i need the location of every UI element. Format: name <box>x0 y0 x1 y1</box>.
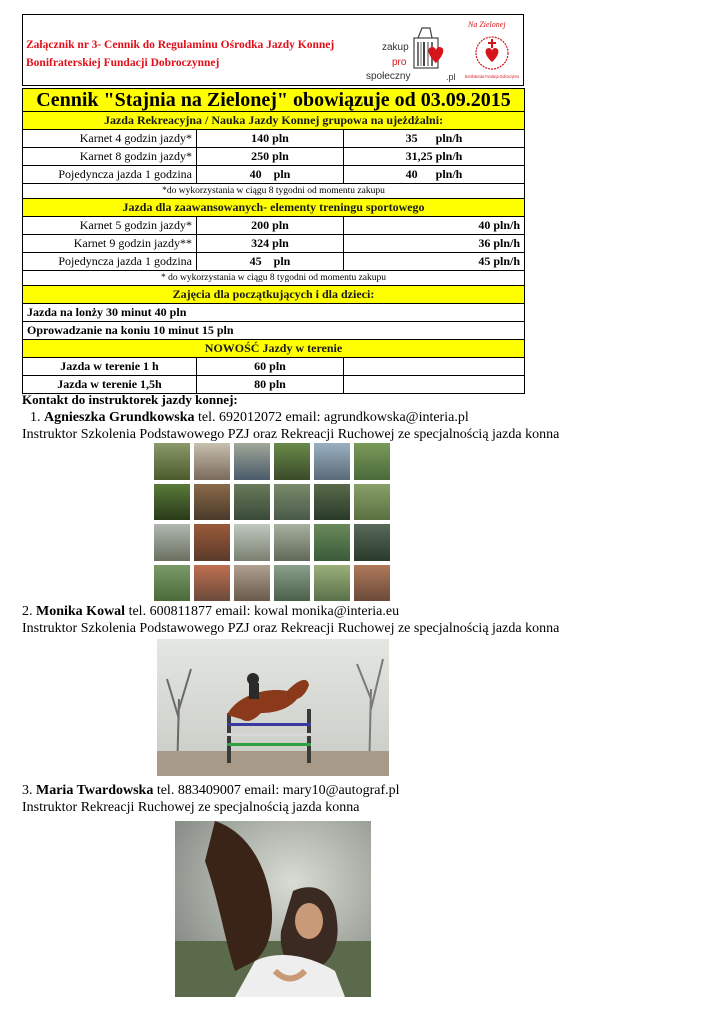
photo-tile <box>194 565 230 602</box>
table-row <box>23 376 525 394</box>
empty-cell <box>344 376 525 394</box>
photo-tile <box>274 524 310 561</box>
photo-tile <box>154 443 190 480</box>
instructor-contact: tel. 692012072 email: agrundkowska@interia.pl <box>198 410 469 425</box>
logo-word-zakup: zakup <box>382 42 409 53</box>
photo-tile <box>314 524 350 561</box>
section-header-row <box>23 112 525 130</box>
row-price: 40 pln <box>197 166 344 184</box>
instructor-2-description: Instruktor Szkolenia Podstawowego PZJ oraz Rekreacji Ruchowej ze specjalnością jazda konna <box>22 621 560 636</box>
table-row <box>23 130 525 148</box>
photo-tile <box>194 443 230 480</box>
table-row <box>23 253 525 271</box>
price-table <box>22 88 525 394</box>
table-title-row <box>23 89 525 112</box>
table-row <box>23 304 525 322</box>
table-row <box>23 148 525 166</box>
photo-tile <box>154 524 190 561</box>
note-row <box>23 184 525 199</box>
photo-tile <box>234 565 270 602</box>
instructor-1-line <box>30 410 469 426</box>
beginners-row: Oprowadzanie na koniu 10 minut 15 pln <box>23 322 525 340</box>
row-per-hour: 40 pln/h <box>344 166 525 184</box>
row-per-hour: 35 pln/h <box>344 130 525 148</box>
contact-header: Kontakt do instruktorek jazdy konnej: <box>22 392 238 407</box>
heart-icon <box>428 47 443 63</box>
logo-na-zielonej: Na Zielonej <box>468 20 506 29</box>
photo-tile <box>274 484 310 521</box>
logo-word-pro: pro <box>392 57 407 68</box>
row-name: Pojedyncza jazda 1 godzina <box>23 253 197 271</box>
section-note: *do wykorzystania w ciągu 8 tygodni od momentu zakupu <box>23 184 525 199</box>
section-header-row <box>23 199 525 217</box>
photo-tile <box>234 484 270 521</box>
instructor-name: Maria Twardowska <box>36 783 154 798</box>
attachment-line-1: Załącznik nr 3- Cennik do Regulaminu Ośrodka Jazdy Konnej <box>26 39 335 51</box>
row-price: 200 pln <box>197 217 344 235</box>
row-per-hour: 45 pln/h <box>344 253 525 271</box>
logo-foundation-caption: Bonifraterska Fundacja Dobroczynna <box>465 74 520 79</box>
row-price: 45 pln <box>197 253 344 271</box>
section-terrain-header: NOWOŚĆ Jazdy w terenie <box>23 340 525 358</box>
section-recreational-header: Jazda Rekreacyjna / Nauka Jazdy Konnej grupowa na ujeżdżalni: <box>23 112 525 130</box>
row-name: Pojedyncza jazda 1 godzina <box>23 166 197 184</box>
photo-tile <box>354 484 390 521</box>
row-price: 140 pln <box>197 130 344 148</box>
instructor-2-line <box>22 604 399 620</box>
instructor-2-photo-show-jumping <box>157 639 389 776</box>
instructor-3-description: Instruktor Rekreacji Ruchowej ze specjalnością jazda konna <box>22 800 360 815</box>
row-name: Karnet 4 godzin jazdy* <box>23 130 197 148</box>
photo-tile <box>354 565 390 602</box>
photo-tile <box>154 565 190 602</box>
instructor-3-line <box>22 783 400 799</box>
photo-tile <box>194 524 230 561</box>
row-per-hour: 36 pln/h <box>344 235 525 253</box>
photo-tile <box>234 443 270 480</box>
instructor-number: 3. <box>22 783 33 798</box>
section-beginners-header: Zajęcia dla początkujących i dla dzieci: <box>23 286 525 304</box>
attachment-title <box>26 36 406 72</box>
photo-tile <box>354 524 390 561</box>
price-list-title: Cennik "Stajnia na Zielonej" obowiązuje od 03.09.2015 <box>23 89 525 112</box>
logo-word-pl: .pl <box>446 72 456 82</box>
foundation-logo <box>462 18 522 84</box>
photo-tile <box>354 443 390 480</box>
terrain-name: Jazda w terenie 1 h <box>23 358 197 376</box>
row-price: 250 pln <box>197 148 344 166</box>
photo-tile <box>314 484 350 521</box>
attachment-line-2: Bonifraterskiej Fundacji Dobroczynnej <box>26 57 220 69</box>
photo-tile <box>274 565 310 602</box>
zakup-pro-spoleczny-logo <box>366 24 462 84</box>
section-advanced-header: Jazda dla zaawansowanych- elementy treningu sportowego <box>23 199 525 217</box>
row-price: 324 pln <box>197 235 344 253</box>
table-row <box>23 235 525 253</box>
section-header-row <box>23 340 525 358</box>
photo-tile <box>194 484 230 521</box>
row-per-hour: 40 pln/h <box>344 217 525 235</box>
beginners-row: Jazda na lonży 30 minut 40 pln <box>23 304 525 322</box>
row-name: Karnet 8 godzin jazdy* <box>23 148 197 166</box>
table-row <box>23 217 525 235</box>
photo-tile <box>274 443 310 480</box>
instructor-3-photo-with-horse <box>175 821 371 997</box>
instructor-number: 1. <box>30 410 41 425</box>
row-name: Karnet 9 godzin jazdy** <box>23 235 197 253</box>
section-note: * do wykorzystania w ciągu 8 tygodni od momentu zakupu <box>23 271 525 286</box>
foundation-emblem-icon <box>476 37 508 69</box>
row-name: Karnet 5 godzin jazdy* <box>23 217 197 235</box>
instructor-1-description: Instruktor Szkolenia Podstawowego PZJ oraz Rekreacji Ruchowej ze specjalnością jazda konna <box>22 427 560 442</box>
instructor-number: 2. <box>22 604 33 619</box>
section-header-row <box>23 286 525 304</box>
row-per-hour: 31,25 pln/h <box>344 148 525 166</box>
photo-tile <box>314 443 350 480</box>
instructor-contact: tel. 883409007 email: mary10@autograf.pl <box>156 783 400 798</box>
photo-tile <box>234 524 270 561</box>
terrain-price: 60 pln <box>197 358 344 376</box>
photo-tile <box>154 484 190 521</box>
instructor-name: Monika Kowal <box>36 604 126 619</box>
note-row <box>23 271 525 286</box>
empty-cell <box>344 358 525 376</box>
terrain-name: Jazda w terenie 1,5h <box>23 376 197 394</box>
terrain-price: 80 pln <box>197 376 344 394</box>
table-row <box>23 322 525 340</box>
table-row <box>23 358 525 376</box>
photo-tile <box>314 565 350 602</box>
instructor-name: Agnieszka Grundkowska <box>44 410 195 425</box>
instructor-1-photo-collage <box>154 443 390 601</box>
table-row <box>23 166 525 184</box>
instructor-contact: tel. 600811877 email: kowal monika@interia.eu <box>128 604 400 619</box>
logo-word-spoleczny: społeczny <box>366 71 411 82</box>
